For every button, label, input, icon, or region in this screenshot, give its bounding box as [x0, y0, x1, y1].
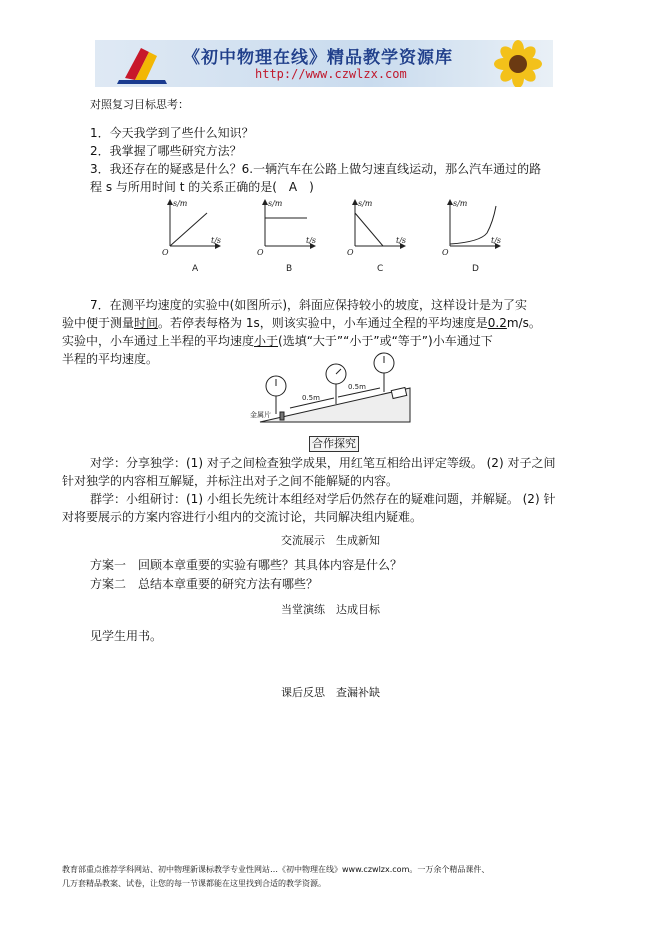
graph-c-xlabel: t/s [396, 236, 407, 245]
sunflower-icon [483, 40, 553, 87]
graph-label-d: D [472, 264, 479, 274]
coop-paragraph-2-line-2: 对将要展示的方案内容进行小组内的交流讨论，共同解决组内疑难。 [62, 510, 423, 524]
q7-text-e: (选填“大于”“小于”或“等于”)小车通过下 [278, 334, 493, 348]
incline-label-left: 0.5m [302, 394, 320, 402]
question-6-line-2: 程 s 与所用时间 t 的关系正确的是( A ) [90, 180, 314, 194]
practice-text: 见学生用书。 [90, 629, 163, 643]
q7-answer-time: 时间 [134, 316, 159, 330]
coop-tag: 合作探究 [309, 436, 359, 452]
coop-paragraph-1-line-2: 针对独学的内容相互解疑，并标注出对子之间不能解疑的内容。 [62, 474, 399, 488]
graph-label-b: B [286, 264, 293, 274]
banner-url[interactable]: http://www.czwlzx.com [255, 67, 407, 81]
graph-d-origin: O [442, 248, 449, 257]
graph-a-ylabel: s/m [173, 199, 188, 208]
graph-b-origin: O [257, 248, 264, 257]
graph-b-ylabel: s/m [268, 199, 283, 208]
q7-answer-speed: 0.2 [487, 316, 507, 330]
graph-a-origin: O [162, 248, 169, 257]
graph-c-origin: O [347, 248, 354, 257]
question-6-line-1: 6.一辆汽车在公路上做匀速直线运动，那么汽车通过的路 [241, 162, 542, 176]
plan-1: 方案一 回顾本章重要的实验有哪些？其具体内容是什么？ [90, 558, 403, 572]
question-7-line-1: 7．在测平均速度的实验中(如图所示)，斜面应保持较小的坡度，这样设计是为了实 [90, 298, 528, 312]
review-question-3 [90, 160, 541, 178]
footer-line-2: 几万套精品教案、试卷，让您的每一节课都能在这里找到合适的教学资源。 [62, 879, 326, 888]
review-heading: 对照复习目标思考： [90, 98, 189, 111]
question-7-line-2 [62, 314, 541, 332]
incline-figure [250, 352, 420, 430]
graph-d-ylabel: s/m [453, 199, 468, 208]
coop-paragraph-1-line-1: 对学：分享独学：(1) 对子之间检查独学成果，用红笔互相给出评定等级。 (2) 对子之间 [90, 456, 556, 470]
q7-text-d: 实验中，小车通过上半程的平均速度 [62, 334, 255, 348]
graph-label-a: A [192, 264, 199, 274]
coop-paragraph-2-line-1: 群学：小组研讨：(1) 小组长先统计本组经对学后仍然存在的疑难问题，并解疑。 (2) 针 [90, 492, 556, 506]
practice-heading: 当堂演练 达成目标 [281, 603, 380, 616]
incline-label-right: 0.5m [348, 383, 366, 391]
review-question-2: 2．我掌握了哪些研究方法？ [90, 144, 242, 158]
q7-text-c: m/s。 [506, 316, 541, 330]
question-7-line-4: 半程的平均速度。 [62, 352, 159, 366]
graph-a-xlabel: t/s [211, 236, 222, 245]
header-banner [95, 40, 553, 87]
question-7-line-3 [62, 332, 493, 350]
banner-title: 《初中物理在线》精品教学资源库 [183, 48, 453, 68]
review-question-3-text: 3．我还存在的疑惑是什么？ [90, 162, 242, 176]
graph-d-xlabel: t/s [491, 236, 502, 245]
reflect-heading: 课后反思 查漏补缺 [281, 686, 380, 699]
metal-plate-label: 金属片 [250, 411, 271, 419]
graph-b-xlabel: t/s [306, 236, 317, 245]
q7-text-b: 。若停表每格为 1s，则该实验中，小车通过全程的平均速度是 [158, 316, 488, 330]
q7-text-a: 验中便于测量 [62, 316, 135, 330]
graph-c-ylabel: s/m [358, 199, 373, 208]
show-heading: 交流展示 生成新知 [281, 534, 380, 547]
plan-2: 方案二 总结本章重要的研究方法有哪些？ [90, 577, 319, 591]
logo-icon [95, 40, 185, 87]
footer-line-1: 教育部重点推荐学科网站、初中物理新课标教学专业性网站…《初中物理在线》www.czwlzx.com。一万余个精品课件、 [62, 865, 490, 874]
q7-answer-compare: 小于 [254, 334, 279, 348]
graph-label-c: C [377, 264, 384, 274]
motion-graphs [155, 198, 525, 276]
review-question-1: 1．今天我学到了些什么知识？ [90, 126, 254, 140]
